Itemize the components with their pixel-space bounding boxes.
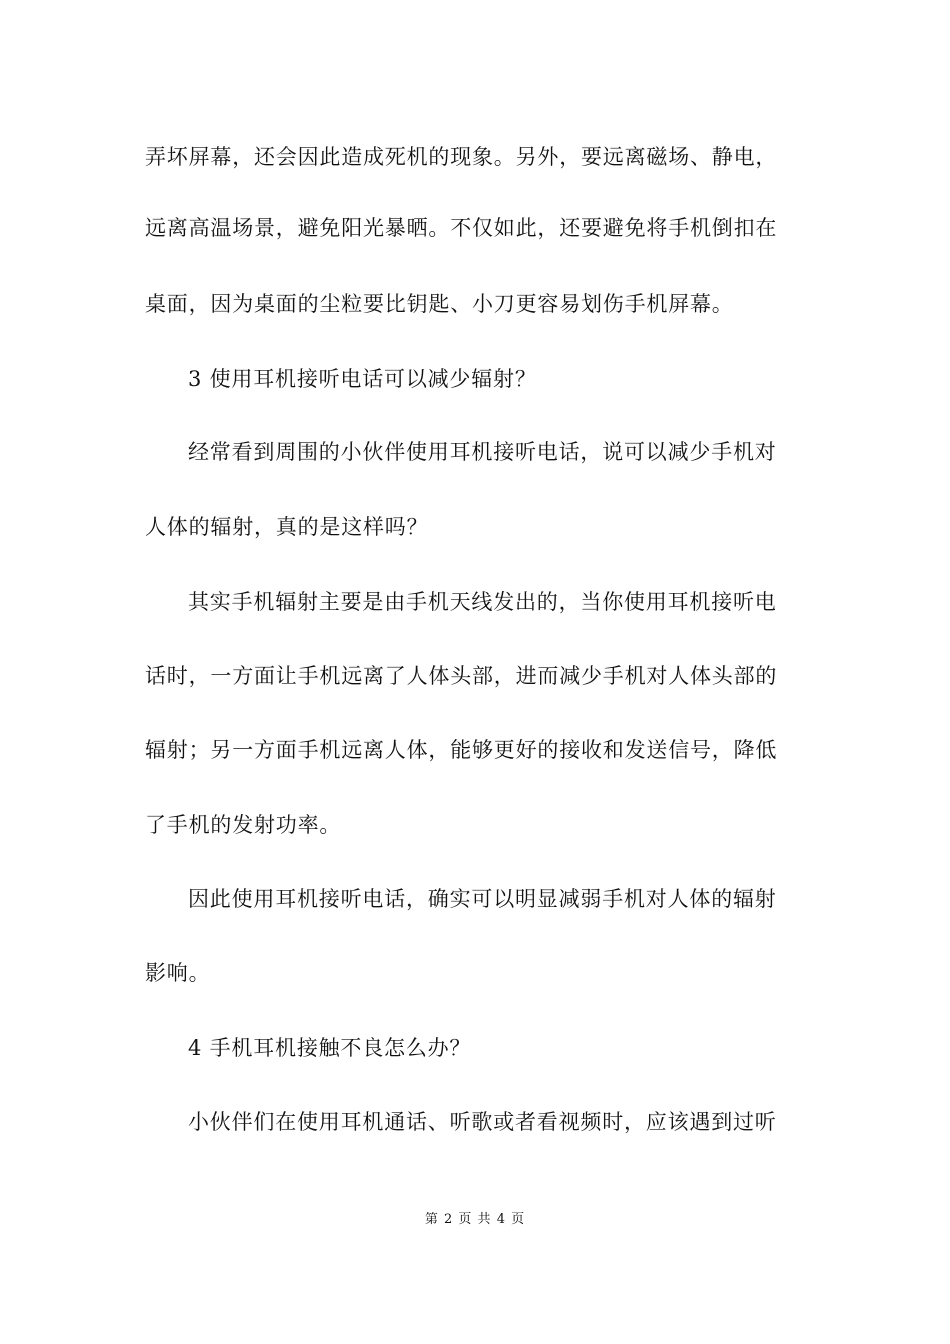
body-text-line: 因此使用耳机接听电话，确实可以明显减弱手机对人体的辐射 — [188, 887, 777, 911]
section-heading: 3 使用耳机接听电话可以减少辐射？ — [188, 367, 537, 391]
body-text-line: 话时，一方面让手机远离了人体头部，进而减少手机对人体头部的 — [145, 664, 778, 688]
body-text-line: 影响。 — [145, 961, 211, 985]
page-footer — [0, 1208, 950, 1227]
body-text-line: 弄坏屏幕，还会因此造成死机的现象。另外，要远离磁场、静电， — [145, 145, 778, 169]
body-text-line: 人体的辐射，真的是这样吗？ — [145, 515, 429, 539]
body-text-line: 远离高温场景，避免阳光暴晒。不仅如此，还要避免将手机倒扣在 — [145, 216, 778, 240]
body-text-line: 辐射；另一方面手机远离人体，能够更好的接收和发送信号，降低 — [145, 738, 778, 762]
body-text-line: 经常看到周围的小伙伴使用耳机接听电话，说可以减少手机对 — [188, 440, 777, 464]
body-text-line: 桌面，因为桌面的尘粒要比钥匙、小刀更容易划伤手机屏幕。 — [145, 292, 734, 316]
section-heading: 4 手机耳机接触不良怎么办？ — [188, 1036, 472, 1060]
body-text-line: 小伙伴们在使用耳机通话、听歌或者看视频时，应该遇到过听 — [188, 1110, 777, 1134]
body-text-line: 了手机的发射功率。 — [145, 813, 342, 837]
page-number: 第 2 页 共 4 页 — [424, 1212, 526, 1227]
body-text-line: 其实手机辐射主要是由手机天线发出的，当你使用耳机接听电 — [188, 590, 777, 614]
